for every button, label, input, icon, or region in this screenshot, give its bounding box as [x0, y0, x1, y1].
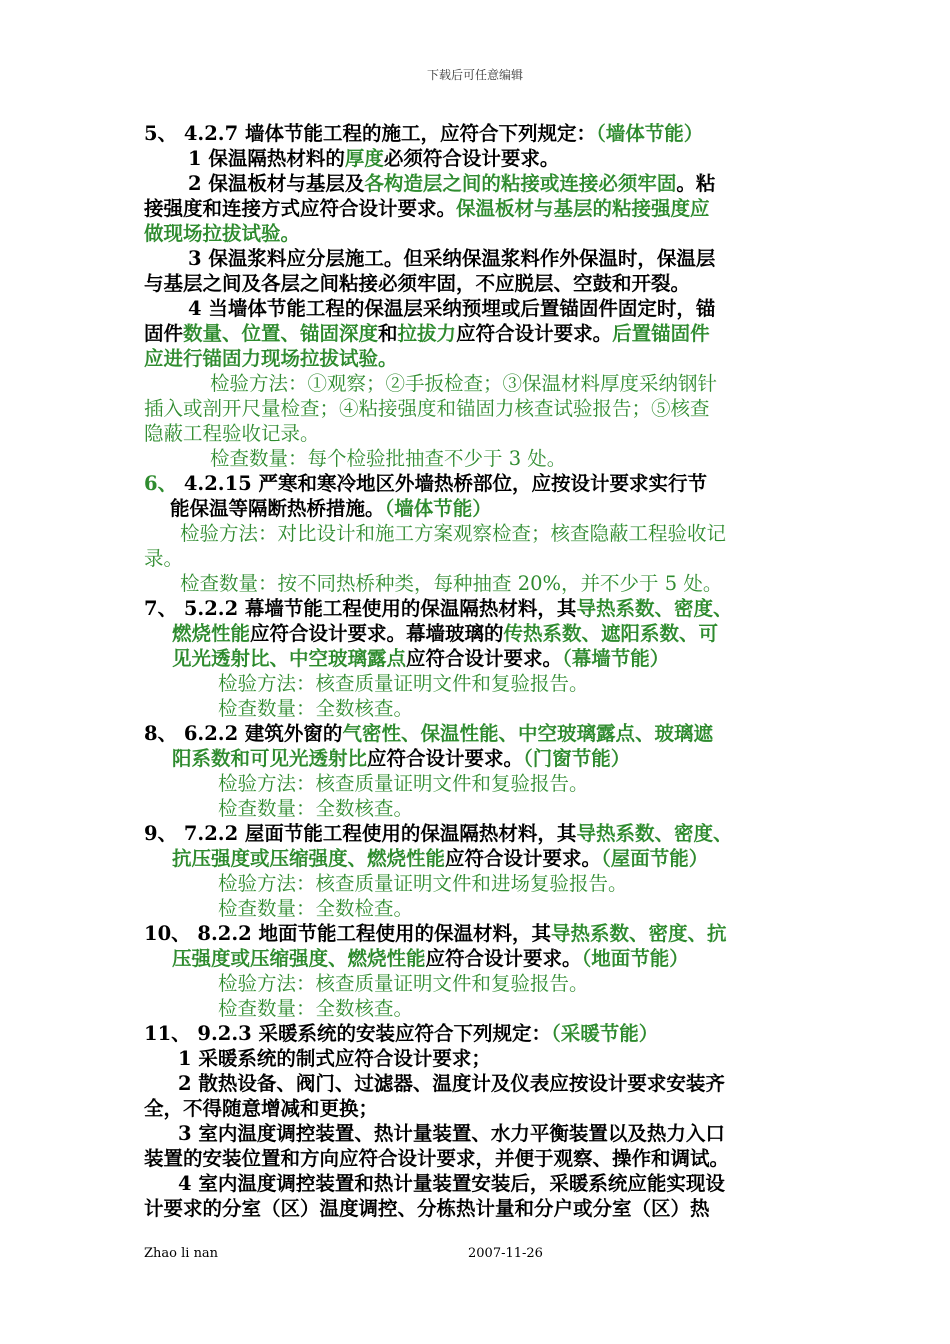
text-run: 检查数量：按不同热桥种类，每种抽查 20%，并不少于 5 处。	[180, 572, 723, 595]
text-run: 应符合设计要求。	[456, 322, 613, 345]
footer-author: Zhao li nan	[144, 1246, 219, 1261]
text-run: 装置的安装位置和方向应符合设计要求，并便于观察、操作和调试。	[144, 1147, 730, 1170]
text-run: 气密性、保温性能、中空玻璃露点、玻璃遮	[342, 722, 713, 745]
text-run: 导热系数、密度、抗	[551, 922, 727, 945]
text-line	[144, 321, 812, 346]
text-line	[144, 1171, 812, 1196]
text-run: 3 保温浆料应分层施工。但采纳保温浆料作外保温时，保温层	[188, 247, 716, 270]
text-line	[144, 921, 812, 946]
text-run: 应进行锚固力现场拉拔试验。	[144, 347, 398, 370]
page-header: 下载后可任意编辑	[426, 68, 523, 82]
text-line	[144, 446, 812, 471]
text-run: 9、 7.2.2 屋面节能工程使用的保温隔热材料，其	[144, 822, 577, 845]
text-line	[144, 946, 812, 971]
text-line	[144, 471, 812, 496]
text-run: 1 保温隔热材料的	[188, 147, 345, 170]
text-line	[144, 496, 812, 521]
text-run: 应符合设计要求。	[367, 747, 524, 770]
text-line	[144, 171, 812, 196]
text-run: 数量、位置、锚固深度	[183, 322, 379, 345]
text-run: 导热系数、密度、	[576, 822, 733, 845]
text-run: 后置锚固件	[612, 322, 710, 345]
text-line	[144, 396, 812, 421]
text-run: 11、 9.2.3 采暖系统的安装应符合下列规定：	[144, 1022, 551, 1045]
text-run: 应符合设计要求。	[425, 947, 582, 970]
text-run: 7、 5.2.2 幕墙节能工程使用的保温隔热材料，其	[144, 597, 577, 620]
text-run: 检验方法：核查质量证明文件和进场复验报告。	[218, 872, 628, 895]
text-line	[144, 421, 812, 446]
text-line	[144, 1121, 812, 1146]
text-run: 保温板材与基层的粘接强度应	[456, 197, 710, 220]
text-run: 接强度和连接方式应符合设计要求。	[144, 197, 457, 220]
text-line	[144, 546, 812, 571]
text-run: 5、 4.2.7	[144, 122, 245, 145]
text-line	[144, 346, 812, 371]
text-run: 检验方法：核查质量证明文件和复验报告。	[218, 772, 589, 795]
text-line	[144, 671, 812, 696]
text-run: 检验方法：对比设计和施工方案观察检查；核查隐蔽工程验收记	[180, 522, 727, 545]
text-run: 8、 6.2.2 建筑外窗的	[144, 722, 343, 745]
text-line	[144, 1046, 812, 1071]
text-run: 检查数量：全数检查。	[218, 897, 414, 920]
text-run: 与基层之间及各层之间粘接必须牢固，不应脱层、空鼓和开裂。	[144, 272, 691, 295]
text-run: 检查数量：全数核查。	[218, 997, 414, 1020]
text-line	[144, 1021, 812, 1046]
text-run: 1 采暖系统的制式应符合设计要求；	[178, 1047, 491, 1070]
text-run: 抗压强度或压缩强度、燃烧性能	[172, 847, 446, 870]
text-line	[144, 696, 812, 721]
text-run: 插入或剖开尺量检查；④粘接强度和锚固力核查试验报告；⑤核查	[144, 397, 710, 420]
text-run: （门窗节能）	[523, 747, 631, 770]
text-run: 6、	[144, 472, 184, 495]
document-body	[144, 121, 812, 1221]
text-line	[144, 621, 812, 646]
text-line	[144, 871, 812, 896]
text-run: 检查数量：每个检验批抽查不少于 3 处。	[210, 447, 567, 470]
text-line	[144, 896, 812, 921]
text-run: （采暖节能）	[551, 1022, 659, 1045]
text-run: 3 室内温度调控装置、热计量装置、水力平衡装置以及热力入口	[178, 1122, 725, 1145]
text-run: 各构造层之间的粘接或连接必须牢固	[364, 172, 677, 195]
text-run: 传热系数、遮阳系数、可	[503, 622, 719, 645]
text-run: 应符合设计要求。幕墙玻璃的	[250, 622, 504, 645]
text-line	[144, 796, 812, 821]
text-run: 2 散热设备、阀门、过滤器、温度计及仪表应按设计要求安装齐	[178, 1072, 725, 1095]
text-run: 必须符合设计要求。	[383, 147, 560, 170]
text-run: 4.2.15 严寒和寒冷地区外墙热桥部位，应按设计要求实行节	[183, 472, 707, 495]
text-run: 检验方法：①观察；②手扳检查；③保温材料厚度采纳钢针	[210, 372, 718, 395]
text-run: 10、 8.2.2 地面节能工程使用的保温材料，其	[144, 922, 551, 945]
text-run: 拉拔力	[397, 322, 457, 345]
text-run: （墙体节能）	[384, 497, 492, 520]
text-run: 检查数量：全数核查。	[218, 697, 414, 720]
text-line	[144, 521, 812, 546]
text-line	[144, 721, 812, 746]
text-line	[144, 746, 812, 771]
text-run: 厚度	[344, 147, 384, 170]
text-run: 2 保温板材与基层及	[188, 172, 365, 195]
text-run: 全，不得随意增减和更换；	[144, 1097, 379, 1120]
text-run: 导热系数、密度、	[576, 597, 733, 620]
text-line	[144, 996, 812, 1021]
text-run: 检查数量：全数核查。	[218, 797, 414, 820]
text-run: 压强度或压缩强度、燃烧性能	[172, 947, 426, 970]
text-line	[144, 1096, 812, 1121]
text-run: 计要求的分室（区）温度调控、分栋热计量和分户或分室（区）热	[144, 1197, 710, 1220]
text-line	[144, 246, 812, 271]
text-run: 检验方法：核查质量证明文件和复验报告。	[218, 972, 589, 995]
text-line	[144, 146, 812, 171]
text-run: （屋面节能）	[601, 847, 709, 870]
text-line	[144, 1071, 812, 1096]
text-run: 固件	[144, 322, 184, 345]
text-line	[144, 1196, 812, 1221]
text-run: 和	[378, 322, 398, 345]
text-run: 燃烧性能	[172, 622, 251, 645]
text-line	[144, 371, 812, 396]
text-run: 4 当墙体节能工程的保温层采纳预埋或后置锚固件固定时，锚	[188, 297, 716, 320]
text-line	[144, 296, 812, 321]
text-line	[144, 771, 812, 796]
text-run: 应符合设计要求。	[406, 647, 563, 670]
text-line	[144, 1146, 812, 1171]
text-run: 能保温等隔断热桥措施。	[170, 497, 385, 520]
text-run: 。粘	[676, 172, 716, 195]
text-run: 见光透射比、中空玻璃露点	[172, 647, 407, 670]
text-line	[144, 971, 812, 996]
text-run: 检验方法：核查质量证明文件和复验报告。	[218, 672, 589, 695]
text-line	[144, 271, 812, 296]
text-run: 墙体节能工程的施工，应符合下列规定：	[244, 122, 596, 145]
text-line	[144, 846, 812, 871]
footer-date: 2007-11-26	[468, 1246, 543, 1261]
text-line	[144, 196, 812, 221]
text-line	[144, 646, 812, 671]
text-line	[144, 596, 812, 621]
text-run: 应符合设计要求。	[445, 847, 602, 870]
text-run: 做现场拉拔试验。	[144, 222, 301, 245]
text-run: 隐蔽工程验收记录。	[144, 422, 320, 445]
text-run: 阳系数和可见光透射比	[172, 747, 368, 770]
text-line	[144, 121, 812, 146]
text-line	[144, 221, 812, 246]
text-line	[144, 571, 812, 596]
text-run: 4 室内温度调控装置和热计量装置安装后，采暖系统应能实现设	[178, 1172, 725, 1195]
text-line	[144, 821, 812, 846]
text-run: （墙体节能）	[595, 122, 704, 145]
text-run: （地面节能）	[581, 947, 689, 970]
text-run: （幕墙节能）	[562, 647, 670, 670]
text-run: 录。	[144, 547, 184, 570]
